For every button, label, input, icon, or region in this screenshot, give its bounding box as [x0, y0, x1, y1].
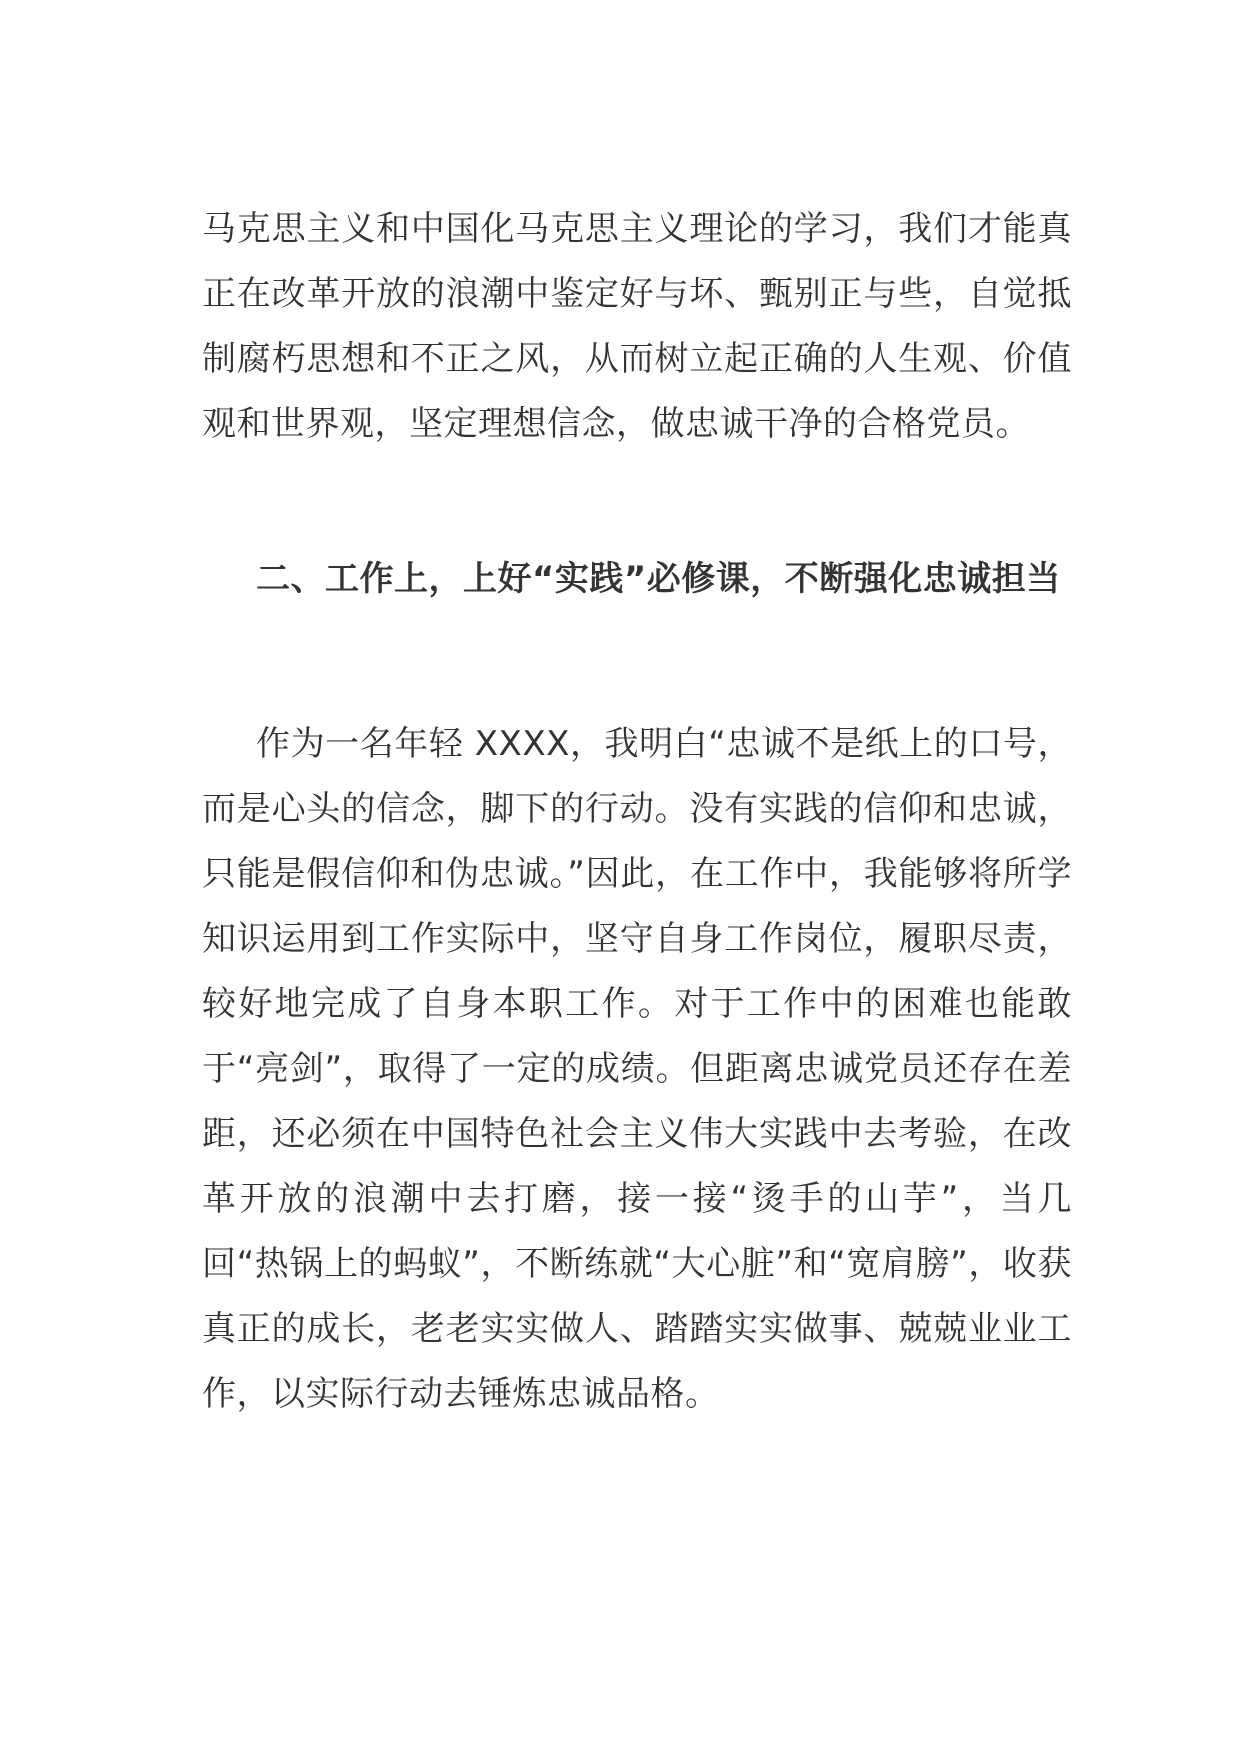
paragraph-continuation: 马克思主义和中国化马克思主义理论的学习，我们才能真正在改革开放的浪潮中鉴定好与坏、甄别正与些，自觉抵制腐朽思想和不正之风，从而树立起正确的人生观、价值观和世界观，坚定理想信念，做忠诚干净的合格党员。 [202, 209, 1072, 444]
section-heading: 二、工作上，上好“实践”必修课，不断强化忠诚担当 [256, 559, 1061, 600]
paragraph-body: 作为一名年轻 XXXX，我明白“忠诚不是纸上的口号，而是心头的信念，脚下的行动。没有实践的信仰和忠诚，只能是假信仰和伪忠诚。”因此，在工作中，我能够将所学知识运用到工作实际中，坚守自身工作岗位，履职尽责，较好地完成了自身本职工作。对于工作中的困难也能敢于“亮剑”，取得了一定的成绩。但距离忠诚党员还存在差距，还必须在中国特色社会主义伟大实践中去考验，在改革开放的浪潮中去打磨，接一接“烫手的山芋”，当几回“热锅上的蚂蚁”，不断练就“大心脏”和“宽肩膀”，收获真正的成长，老老实实做人、踏踏实实做事、兢兢业业工作，以实际行动去锤炼忠诚品格。 [202, 724, 1072, 1414]
